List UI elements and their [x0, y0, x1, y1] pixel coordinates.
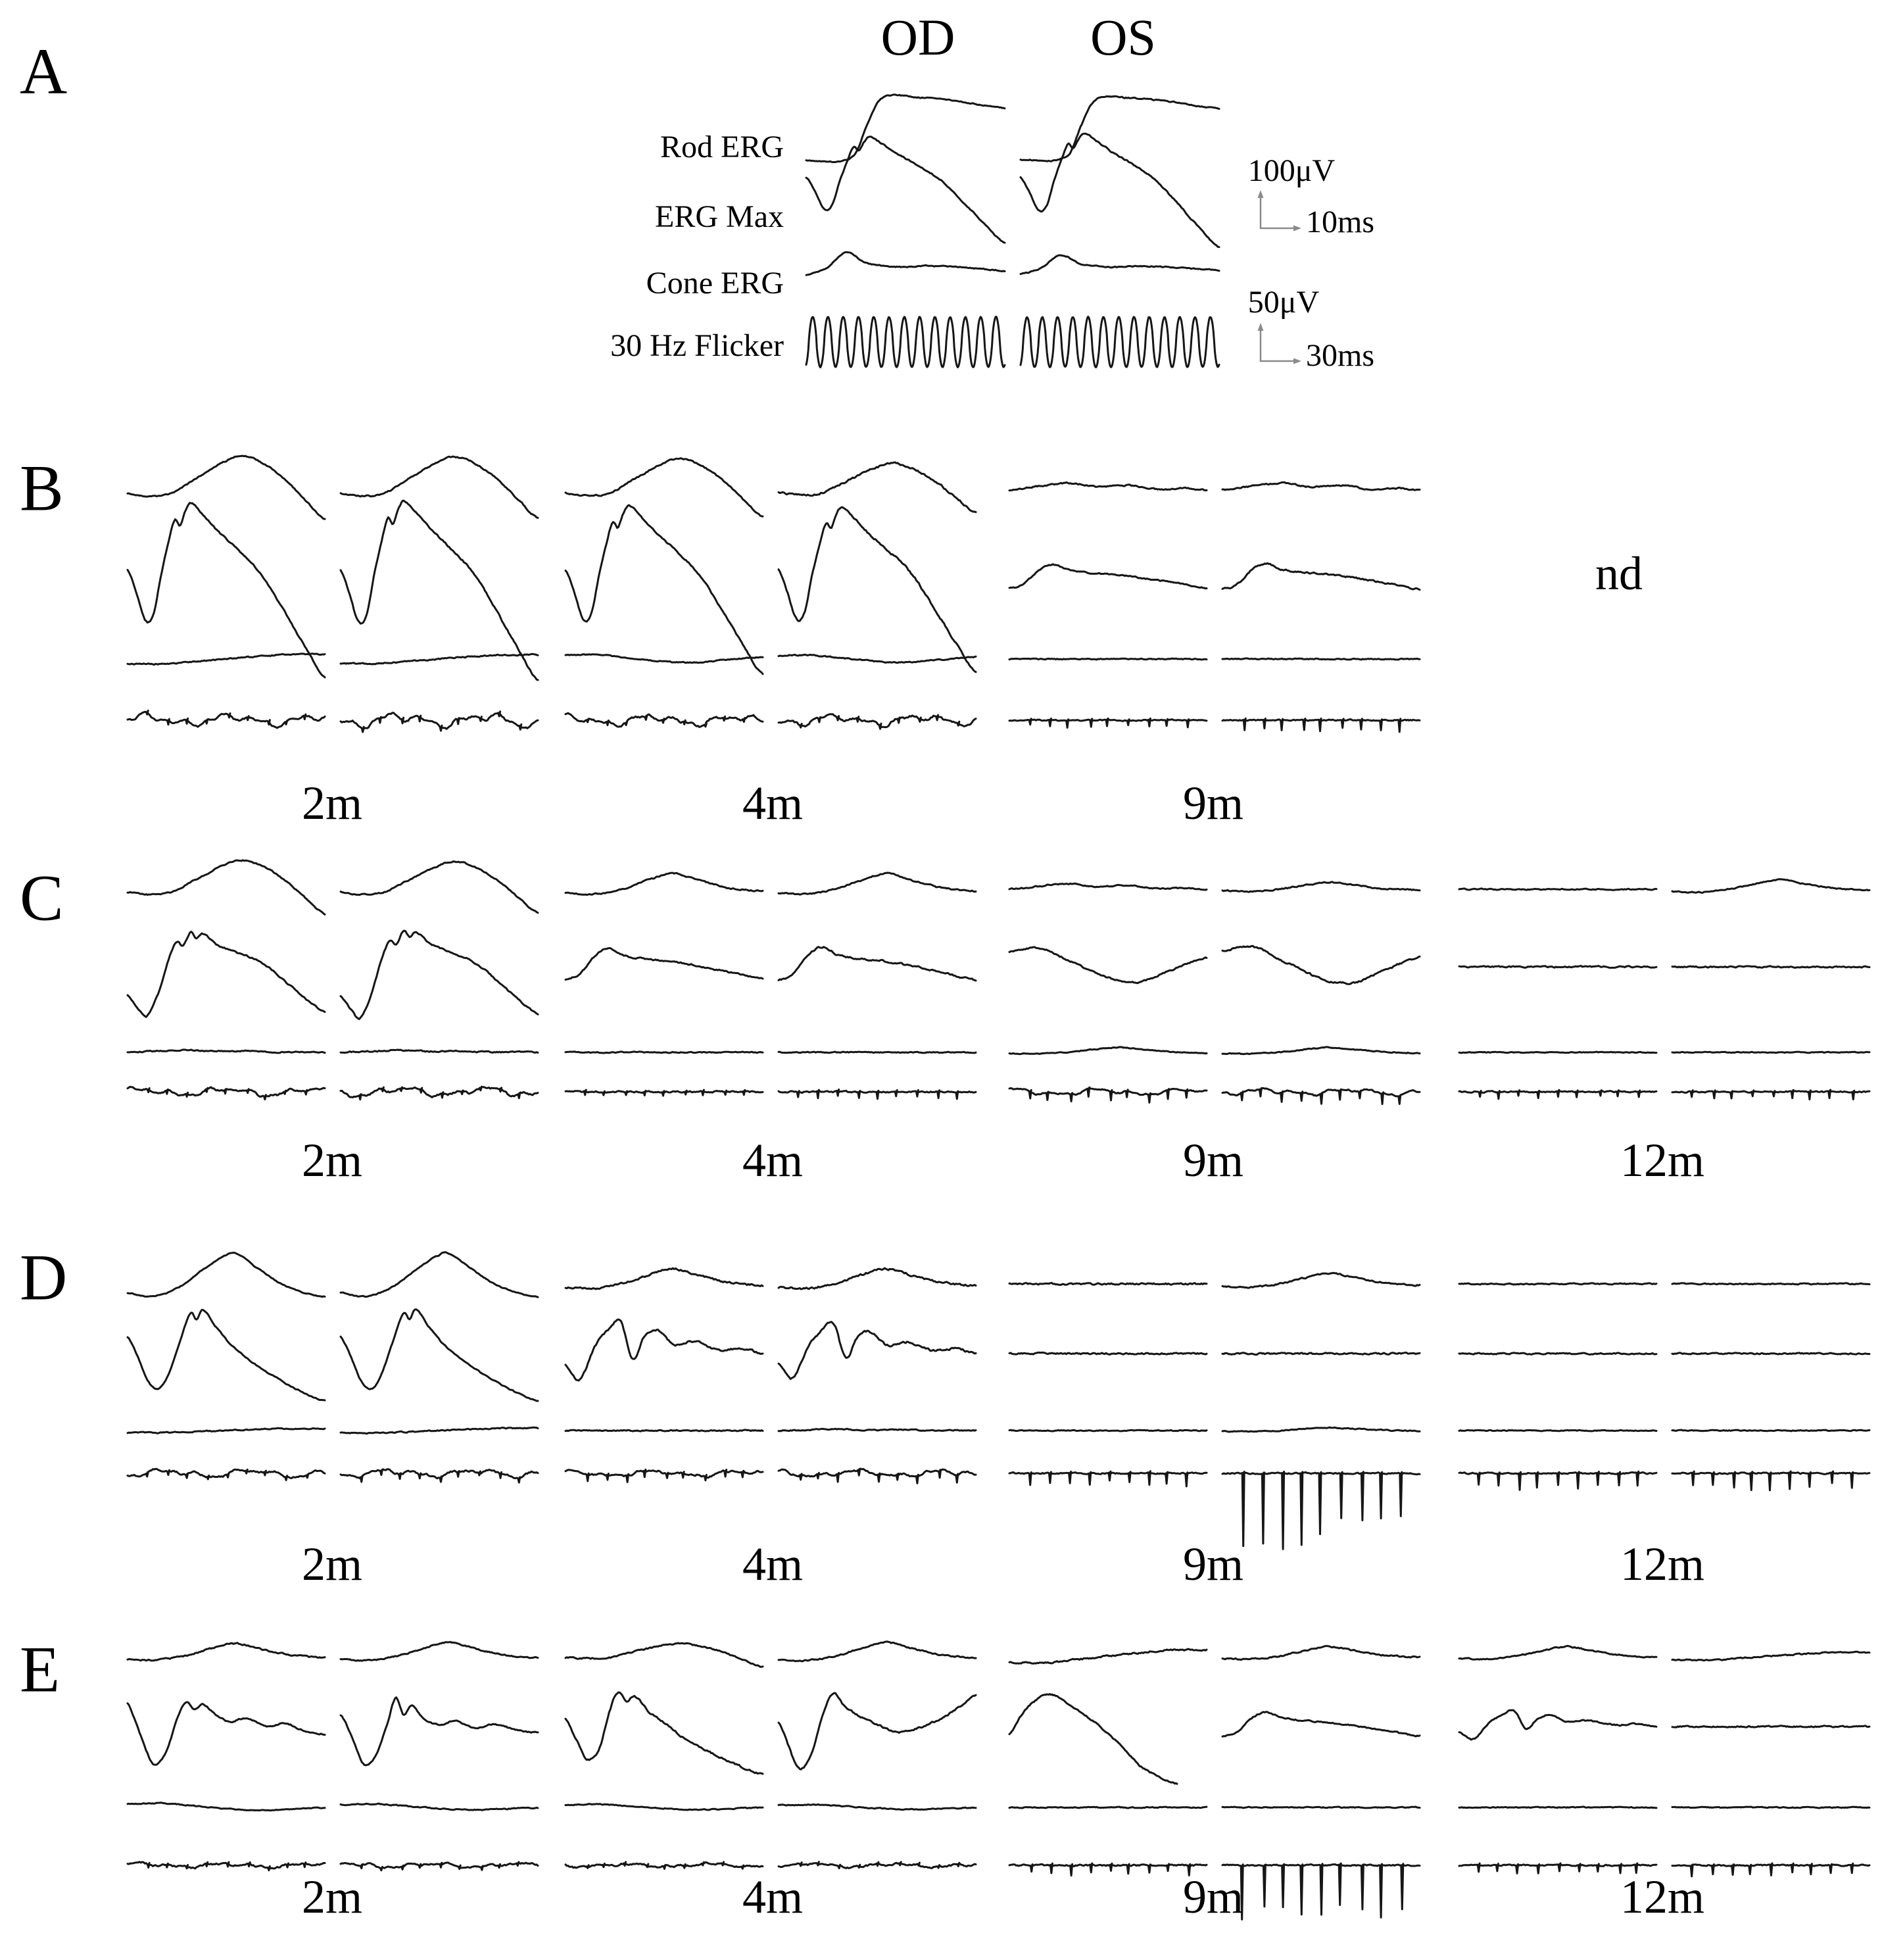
trace-d-4m-os-rod — [779, 1268, 976, 1289]
trace-b-9m-od-flicker — [1009, 718, 1207, 727]
trace-d-4m-od-max — [566, 1319, 763, 1381]
trace-e-2m-os-flicker — [341, 1862, 538, 1871]
trace-b-4m-od-max — [566, 505, 763, 674]
trace-e-9m-od-rod — [1009, 1649, 1207, 1663]
trace-e-4m-od-cone — [566, 1804, 763, 1810]
trace-d-12m-od-max — [1459, 1353, 1656, 1355]
trace-d-12m-os-flicker — [1672, 1471, 1869, 1490]
row-label-rod-erg: Rod ERG — [660, 130, 784, 164]
trace-c-4m-od-flicker — [566, 1090, 763, 1096]
trace-e-12m-os-cone — [1672, 1807, 1869, 1808]
timepoint-label-b-9m: 9m — [1182, 777, 1244, 829]
trace-d-2m-od-max — [128, 1310, 325, 1400]
no-data-label: nd — [1595, 547, 1643, 600]
trace-d-2m-os-cone — [341, 1427, 538, 1433]
trace-d-4m-od-rod — [566, 1268, 763, 1289]
trace-c-12m-os-rod — [1672, 879, 1869, 893]
trace-c-9m-os-rod — [1222, 882, 1420, 893]
timepoint-label-e-12m: 12m — [1620, 1871, 1705, 1923]
trace-e-4m-od-flicker — [566, 1862, 763, 1869]
trace-c-4m-os-flicker — [779, 1090, 976, 1099]
trace-b-2m-os-cone — [341, 654, 538, 664]
trace-e-12m-od-rod — [1459, 1646, 1656, 1659]
row-label-erg-max: ERG Max — [655, 199, 784, 234]
trace-e-12m-os-max — [1672, 1726, 1869, 1728]
trace-d-12m-os-max — [1672, 1353, 1869, 1354]
row-label-cone-erg: Cone ERG — [646, 266, 784, 301]
timepoint-label-d-4m: 4m — [742, 1538, 804, 1590]
trace-c-9m-os-max — [1222, 946, 1420, 984]
trace-e-9m-os-cone — [1222, 1807, 1420, 1808]
trace-b-9m-os-flicker — [1222, 718, 1420, 731]
trace-c-9m-od-max — [1009, 947, 1207, 983]
trace-b-9m-od-rod — [1009, 482, 1207, 490]
trace-d-2m-os-rod — [341, 1252, 538, 1298]
trace-c-12m-od-rod — [1459, 889, 1656, 890]
trace-e-9m-os-max — [1222, 1712, 1420, 1737]
trace-d-4m-os-max — [779, 1322, 976, 1379]
trace-a-os-cone — [1021, 255, 1219, 274]
panel-letter-d: D — [20, 1240, 68, 1314]
trace-e-4m-od-max — [566, 1692, 763, 1774]
trace-e-2m-od-cone — [128, 1803, 325, 1811]
trace-b-9m-od-max — [1009, 564, 1207, 589]
scale-axis-icon-50uv-30ms — [1258, 323, 1302, 364]
trace-d-9m-od-max — [1009, 1352, 1207, 1354]
trace-c-2m-os-rod — [341, 862, 538, 913]
trace-c-4m-os-max — [779, 947, 976, 981]
trace-d-9m-od-flicker — [1009, 1471, 1207, 1486]
trace-b-9m-od-cone — [1009, 658, 1207, 660]
trace-c-4m-od-rod — [566, 873, 763, 895]
trace-c-2m-os-max — [341, 931, 538, 1019]
eye-header-os: OS — [1090, 9, 1156, 66]
trace-e-4m-od-rod — [566, 1643, 763, 1667]
trace-e-2m-od-rod — [128, 1643, 325, 1661]
trace-e-9m-os-flicker — [1222, 1863, 1420, 1919]
timepoint-label-b-2m: 2m — [301, 777, 363, 829]
trace-b-4m-os-cone — [779, 654, 976, 662]
trace-d-9m-od-rod — [1009, 1283, 1207, 1285]
trace-e-12m-od-cone — [1459, 1807, 1656, 1808]
trace-a-od-flicker — [806, 317, 1005, 368]
trace-b-2m-os-flicker — [341, 712, 538, 732]
trace-b-9m-os-cone — [1222, 658, 1420, 660]
trace-e-4m-os-cone — [779, 1804, 976, 1809]
trace-d-9m-od-cone — [1009, 1430, 1207, 1431]
timepoint-label-d-9m: 9m — [1182, 1538, 1244, 1590]
timepoint-label-d-2m: 2m — [301, 1538, 363, 1590]
timepoint-label-e-2m: 2m — [301, 1871, 363, 1923]
trace-d-4m-od-cone — [566, 1430, 763, 1431]
timepoint-label-c-4m: 4m — [742, 1134, 804, 1187]
timepoint-label-c-2m: 2m — [301, 1134, 363, 1187]
trace-d-12m-od-cone — [1459, 1430, 1656, 1431]
trace-b-4m-od-flicker — [566, 713, 763, 727]
trace-b-2m-od-cone — [128, 654, 325, 665]
trace-c-4m-od-max — [566, 948, 763, 979]
trace-d-2m-od-cone — [128, 1428, 325, 1433]
trace-a-od-rod — [806, 95, 1005, 162]
eye-header-od: OD — [880, 9, 955, 66]
trace-b-2m-od-max — [128, 503, 325, 677]
trace-e-12m-od-max — [1459, 1710, 1656, 1740]
trace-c-12m-od-max — [1459, 966, 1656, 968]
timepoint-label-c-9m: 9m — [1182, 1134, 1244, 1187]
trace-b-2m-os-rod — [341, 456, 538, 518]
trace-d-2m-os-flicker — [341, 1469, 538, 1482]
trace-d-4m-os-flicker — [779, 1469, 976, 1483]
trace-e-2m-od-max — [128, 1702, 325, 1765]
trace-d-2m-od-flicker — [128, 1469, 325, 1480]
timepoint-label-e-4m: 4m — [742, 1871, 804, 1923]
trace-c-9m-od-rod — [1009, 883, 1207, 890]
trace-c-2m-od-cone — [128, 1050, 325, 1053]
trace-d-9m-os-flicker — [1222, 1472, 1420, 1550]
trace-b-4m-os-flicker — [779, 714, 976, 729]
trace-e-9m-od-max — [1009, 1694, 1177, 1784]
trace-d-4m-os-cone — [779, 1429, 976, 1431]
trace-d-9m-os-max — [1222, 1353, 1420, 1355]
trace-a-od-max — [806, 137, 1005, 243]
scale-voltage-label-100uv: 100μV — [1247, 153, 1336, 188]
trace-b-4m-os-max — [779, 507, 976, 672]
panel-letter-b: B — [20, 451, 64, 525]
trace-e-2m-os-rod — [341, 1642, 538, 1661]
trace-d-12m-od-rod — [1459, 1283, 1656, 1285]
trace-b-2m-os-max — [341, 501, 538, 680]
trace-e-2m-od-flicker — [128, 1862, 325, 1871]
trace-b-2m-od-flicker — [128, 710, 325, 727]
trace-c-2m-os-flicker — [341, 1087, 538, 1100]
trace-c-9m-os-flicker — [1222, 1088, 1420, 1104]
trace-c-12m-os-cone — [1672, 1052, 1869, 1053]
trace-d-2m-os-max — [341, 1310, 538, 1401]
trace-d-2m-od-rod — [128, 1253, 325, 1297]
trace-d-12m-os-rod — [1672, 1283, 1869, 1285]
trace-b-4m-od-rod — [566, 458, 763, 516]
trace-c-9m-od-flicker — [1009, 1087, 1207, 1102]
row-label-30hz-flicker: 30 Hz Flicker — [610, 328, 784, 363]
trace-b-4m-os-rod — [779, 462, 976, 512]
scale-time-label-10ms: 10ms — [1305, 205, 1375, 239]
trace-c-12m-od-flicker — [1459, 1090, 1656, 1099]
panel-letter-c: C — [20, 861, 64, 935]
trace-b-9m-os-max — [1222, 563, 1420, 589]
trace-b-4m-od-cone — [566, 654, 763, 663]
trace-a-os-max — [1021, 134, 1219, 247]
scale-axis-icon-100uv-10ms — [1258, 190, 1302, 232]
trace-c-2m-od-rod — [128, 860, 325, 915]
timepoint-label-e-9m: 9m — [1182, 1871, 1244, 1923]
timepoint-label-c-12m: 12m — [1620, 1134, 1705, 1187]
trace-c-2m-os-cone — [341, 1050, 538, 1053]
trace-a-os-flicker — [1021, 317, 1219, 368]
trace-b-9m-os-rod — [1222, 482, 1420, 490]
trace-c-12m-od-cone — [1459, 1052, 1656, 1053]
trace-c-2m-od-flicker — [128, 1087, 325, 1099]
trace-c-9m-os-cone — [1222, 1047, 1420, 1054]
trace-a-od-cone — [806, 252, 1005, 275]
trace-d-12m-os-cone — [1672, 1430, 1869, 1431]
scale-voltage-label-50uv: 50μV — [1247, 285, 1320, 320]
trace-e-9m-od-cone — [1009, 1807, 1207, 1808]
trace-d-12m-od-flicker — [1459, 1471, 1656, 1490]
trace-e-4m-os-flicker — [779, 1862, 976, 1869]
trace-e-4m-os-rod — [779, 1642, 976, 1661]
trace-e-2m-os-max — [341, 1698, 538, 1765]
trace-e-9m-od-flicker — [1009, 1863, 1207, 1876]
trace-d-9m-os-cone — [1222, 1427, 1420, 1432]
trace-c-4m-os-cone — [779, 1052, 976, 1053]
trace-c-2m-od-max — [128, 932, 325, 1017]
timepoint-label-d-12m: 12m — [1620, 1538, 1705, 1590]
trace-c-4m-od-cone — [566, 1052, 763, 1053]
trace-e-9m-os-rod — [1222, 1646, 1420, 1660]
trace-d-4m-od-flicker — [566, 1469, 763, 1482]
panel-letter-a: A — [20, 34, 68, 108]
trace-e-12m-os-rod — [1672, 1652, 1869, 1661]
timepoint-label-b-4m: 4m — [742, 777, 804, 829]
trace-c-12m-os-flicker — [1672, 1090, 1869, 1100]
trace-d-9m-os-rod — [1222, 1273, 1420, 1288]
scale-time-label-30ms: 30ms — [1305, 338, 1375, 373]
trace-c-12m-os-max — [1672, 966, 1869, 968]
trace-a-os-rod — [1021, 96, 1219, 161]
trace-e-2m-os-cone — [341, 1803, 538, 1810]
panel-letter-e: E — [20, 1632, 60, 1706]
trace-c-9m-od-cone — [1009, 1047, 1207, 1054]
trace-e-4m-os-max — [779, 1693, 976, 1769]
trace-c-4m-os-rod — [779, 873, 976, 894]
trace-b-2m-od-rod — [128, 456, 325, 519]
